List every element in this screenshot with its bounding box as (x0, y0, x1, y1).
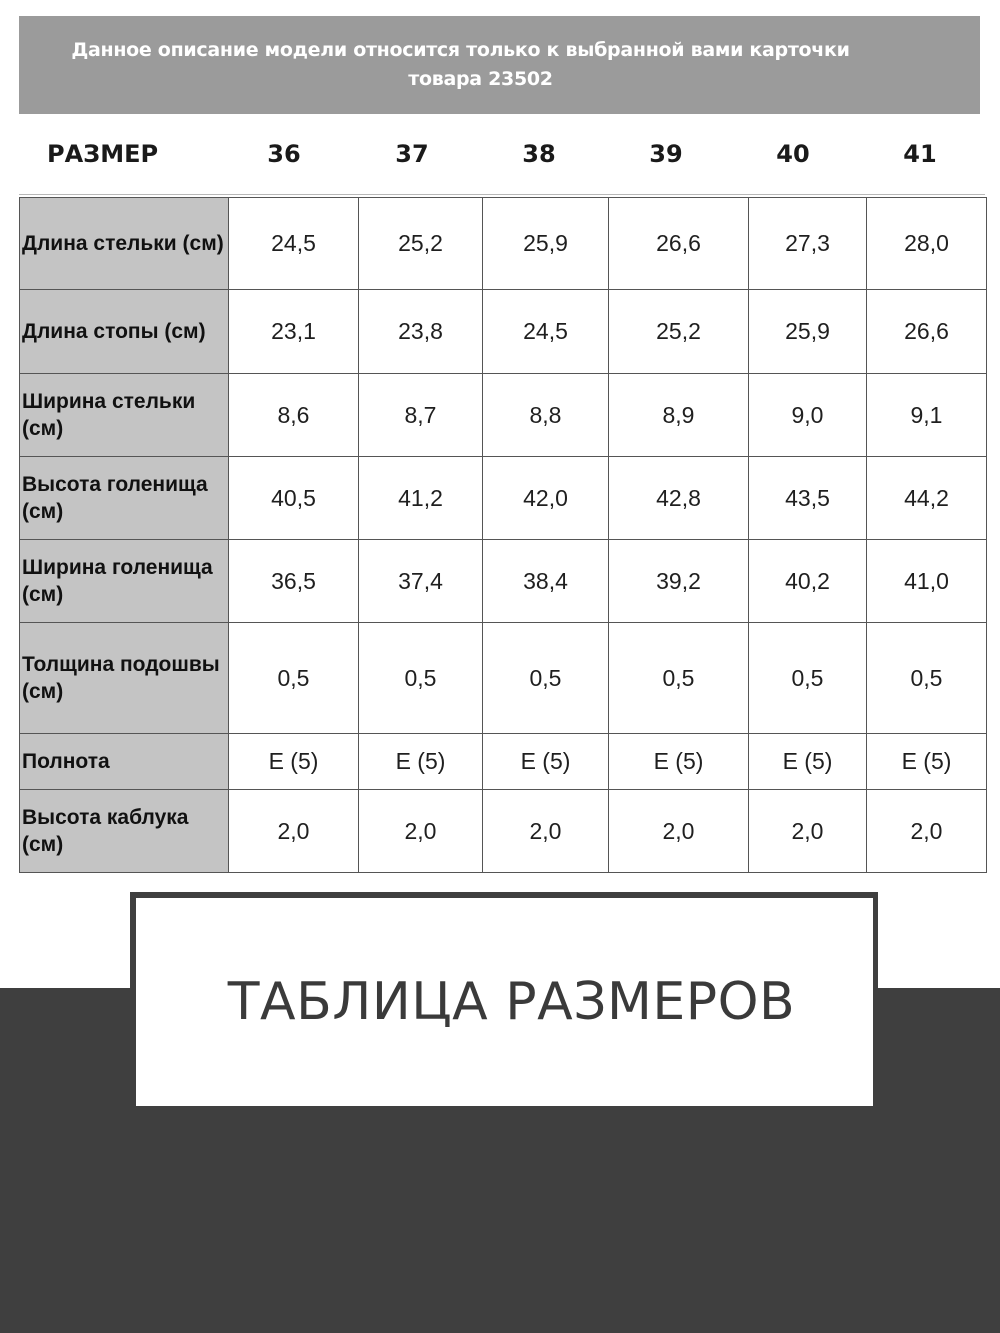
table-cell: 36,5 (229, 540, 359, 623)
page-title: ТАБЛИЦА РАЗМЕРОВ (227, 972, 796, 1032)
table-row (20, 374, 987, 457)
table-cell: 44,2 (867, 457, 987, 540)
table-row (20, 790, 987, 873)
size-header-label: РАЗМЕР (47, 140, 159, 168)
table-cell: 2,0 (359, 790, 483, 873)
table-cell: 27,3 (749, 198, 867, 290)
row-label: Ширина голенища (см) (20, 540, 229, 623)
table-cell: 2,0 (483, 790, 609, 873)
table-cell: 43,5 (749, 457, 867, 540)
size-header-cell: 37 (395, 140, 429, 168)
title-box (136, 898, 873, 1106)
table-cell: 0,5 (359, 623, 483, 734)
row-label: Толщина подошвы (см) (20, 623, 229, 734)
table-row (20, 734, 987, 790)
table-cell: 28,0 (867, 198, 987, 290)
size-header-cell: 41 (903, 140, 937, 168)
row-label: Ширина стельки (см) (20, 374, 229, 457)
table-cell: 2,0 (609, 790, 749, 873)
table-cell: 2,0 (229, 790, 359, 873)
table-cell: E (5) (229, 734, 359, 790)
table-cell: 26,6 (867, 290, 987, 374)
table-cell: 0,5 (609, 623, 749, 734)
table-cell: 8,6 (229, 374, 359, 457)
size-header-row (19, 116, 985, 195)
table-row (20, 198, 987, 290)
table-cell: 0,5 (867, 623, 987, 734)
table-cell: 38,4 (483, 540, 609, 623)
size-header-cell: 40 (776, 140, 810, 168)
row-label: Высота каблука (см) (20, 790, 229, 873)
table-cell: 26,6 (609, 198, 749, 290)
table-cell: 0,5 (749, 623, 867, 734)
table-cell: 42,8 (609, 457, 749, 540)
table-cell: 25,9 (483, 198, 609, 290)
table-cell: 25,2 (359, 198, 483, 290)
table-cell: 0,5 (229, 623, 359, 734)
table-cell: E (5) (749, 734, 867, 790)
row-label: Длина стопы (см) (20, 290, 229, 374)
table-row (20, 290, 987, 374)
size-header-cell: 38 (522, 140, 556, 168)
table-cell: 41,2 (359, 457, 483, 540)
table-cell: E (5) (483, 734, 609, 790)
table-cell: 23,8 (359, 290, 483, 374)
table-cell: 40,5 (229, 457, 359, 540)
table-cell: 9,1 (867, 374, 987, 457)
table-cell: 25,9 (749, 290, 867, 374)
table-cell: 23,1 (229, 290, 359, 374)
table-cell: E (5) (359, 734, 483, 790)
table-cell: 41,0 (867, 540, 987, 623)
size-table (19, 197, 987, 873)
table-cell: E (5) (867, 734, 987, 790)
banner-line-2: товара 23502 (408, 68, 553, 90)
table-cell: 40,2 (749, 540, 867, 623)
table-row (20, 623, 987, 734)
table-cell: 37,4 (359, 540, 483, 623)
table-cell: 8,8 (483, 374, 609, 457)
table-cell: 0,5 (483, 623, 609, 734)
size-table-body (20, 198, 987, 873)
description-banner (19, 16, 980, 114)
table-cell: 2,0 (749, 790, 867, 873)
table-cell: 24,5 (483, 290, 609, 374)
table-cell: 42,0 (483, 457, 609, 540)
size-header-cell: 39 (649, 140, 683, 168)
table-cell: 24,5 (229, 198, 359, 290)
size-header-cell: 36 (267, 140, 301, 168)
table-cell: 39,2 (609, 540, 749, 623)
table-cell: 8,7 (359, 374, 483, 457)
row-label: Полнота (20, 734, 229, 790)
table-row (20, 457, 987, 540)
table-cell: E (5) (609, 734, 749, 790)
table-cell: 8,9 (609, 374, 749, 457)
banner-line-1: Данное описание модели относится только к выбранной вами карточки (71, 39, 850, 61)
row-label: Длина стельки (см) (20, 198, 229, 290)
table-cell: 9,0 (749, 374, 867, 457)
row-label: Высота голенища (см) (20, 457, 229, 540)
table-cell: 25,2 (609, 290, 749, 374)
table-row (20, 540, 987, 623)
table-cell: 2,0 (867, 790, 987, 873)
